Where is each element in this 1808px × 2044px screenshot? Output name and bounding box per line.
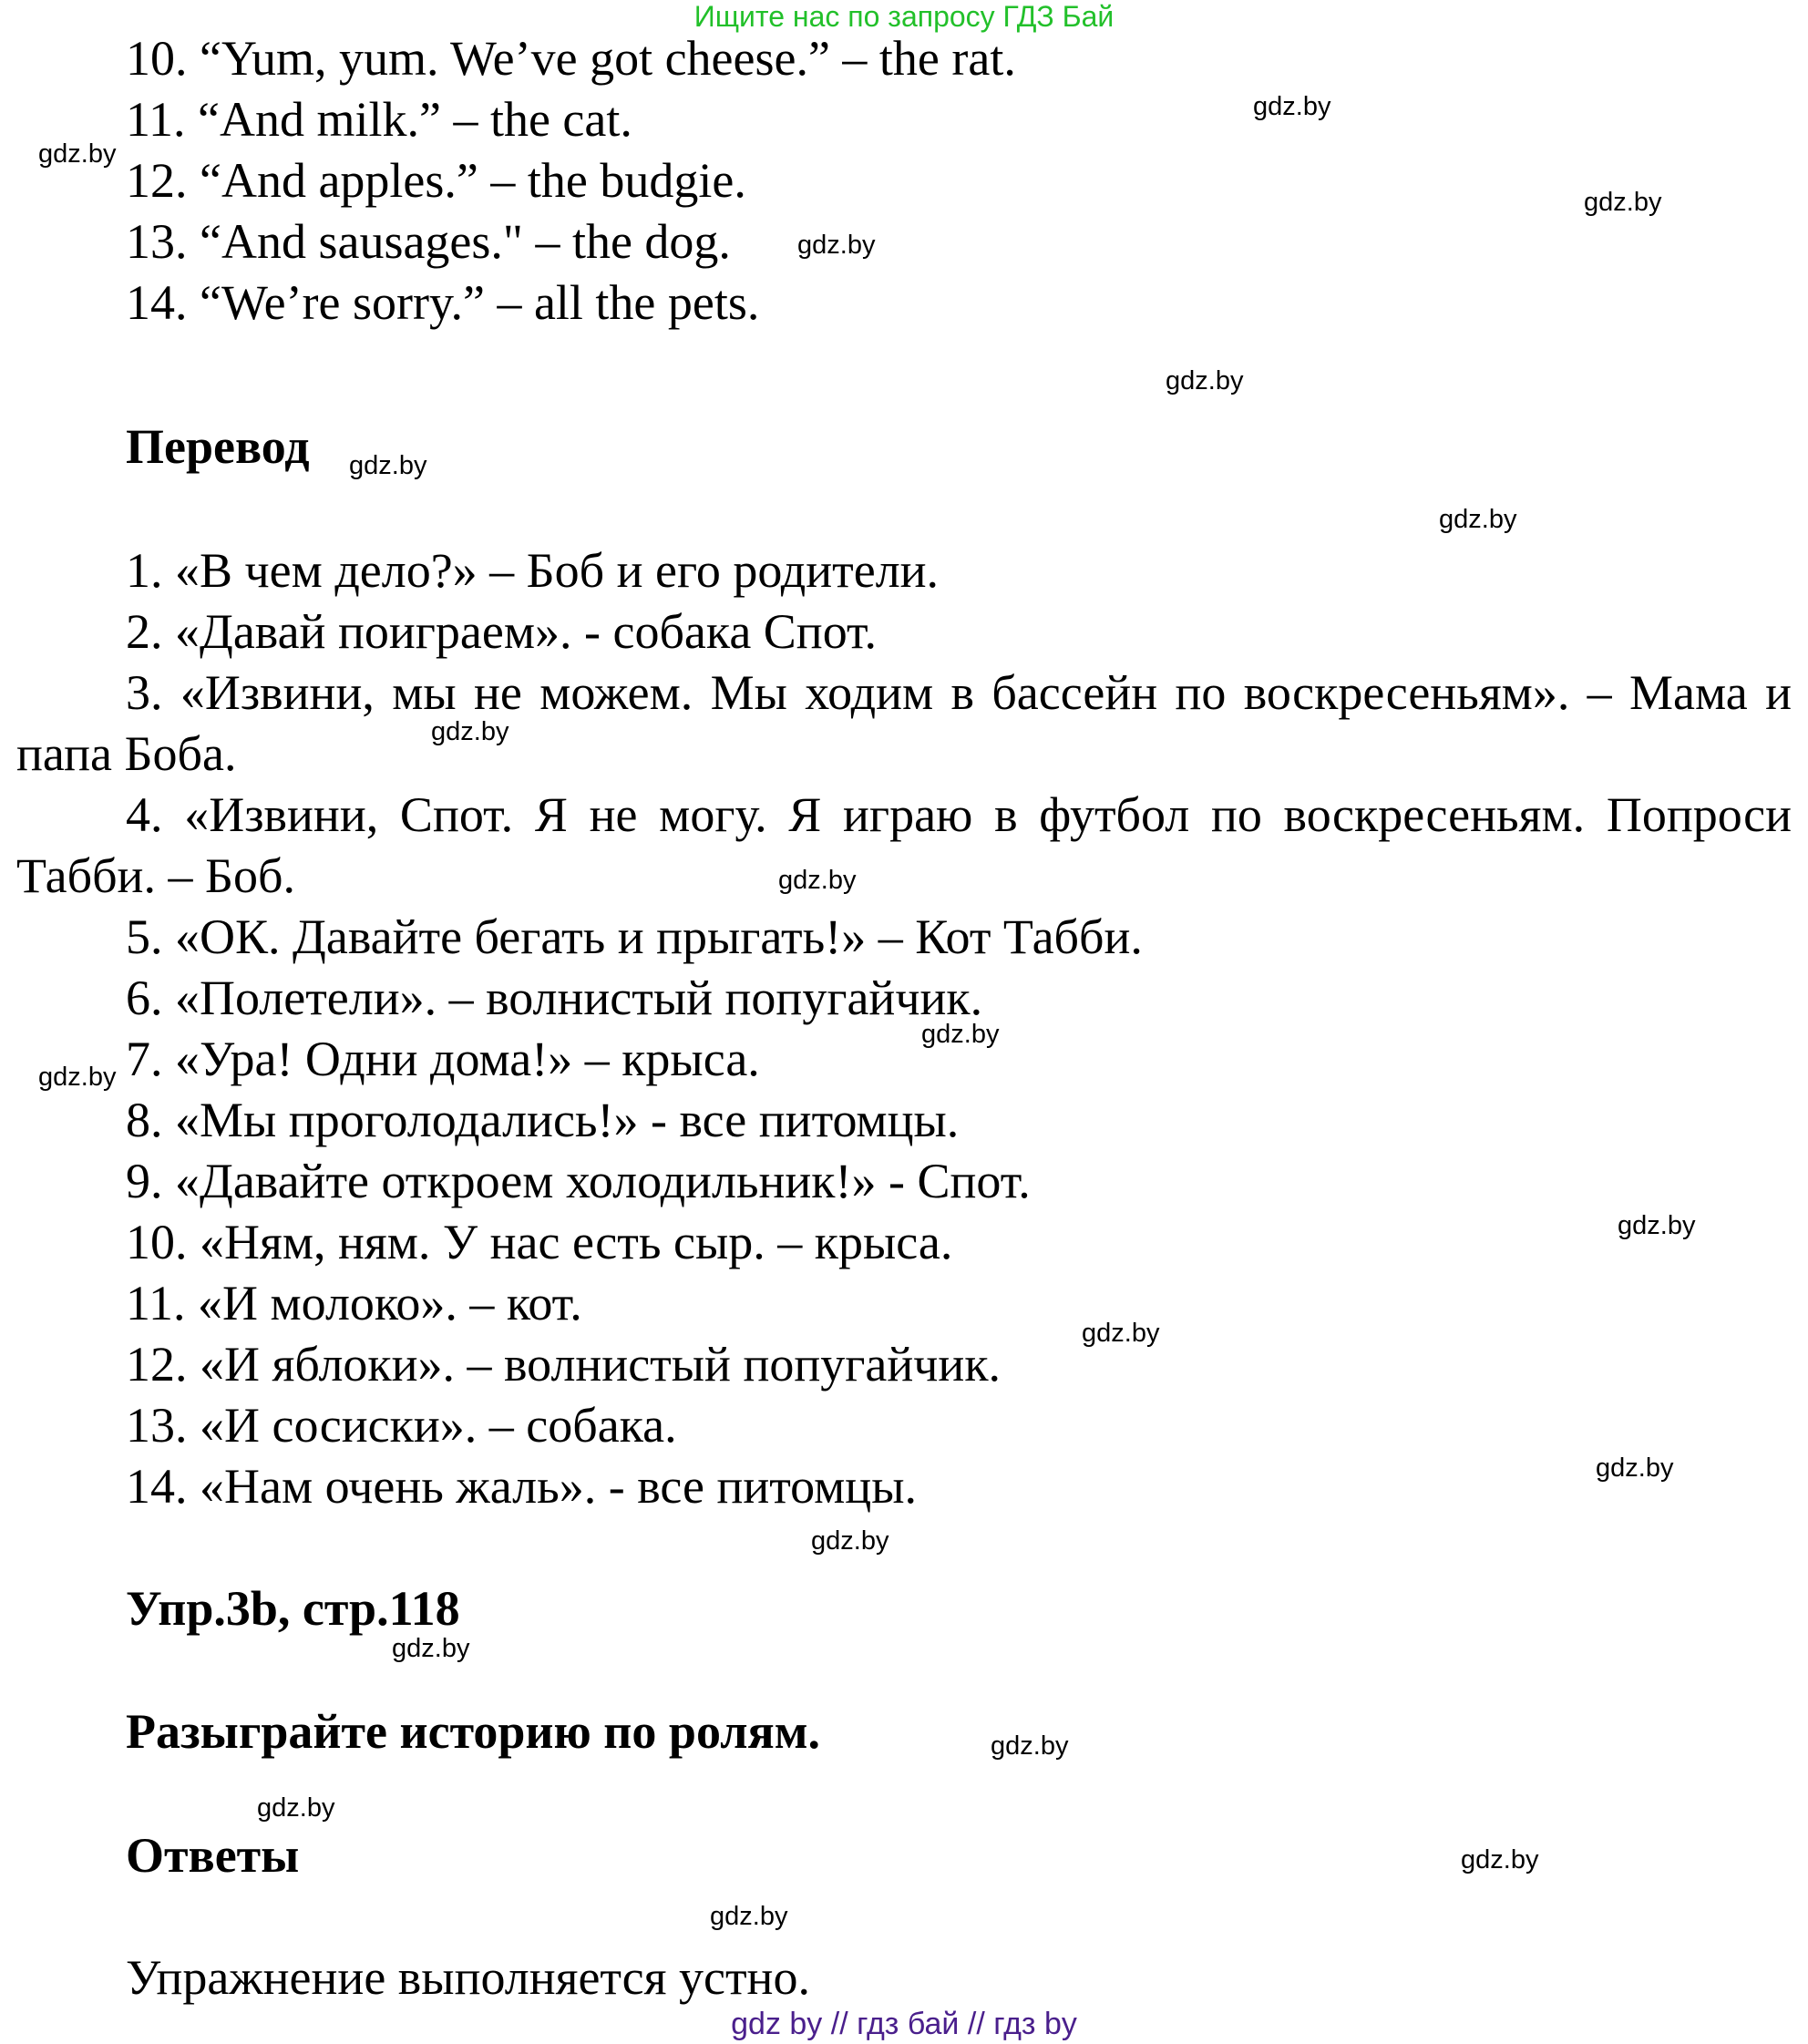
watermark: gdz.by (38, 1063, 117, 1092)
watermark: gdz.by (257, 1793, 335, 1823)
english-line-14: 14. “We’re sorry.” – all the pets. (126, 275, 760, 330)
translation-line-13: 13. «И сосиски». – собака. (126, 1398, 677, 1453)
watermark: gdz.by (710, 1902, 788, 1931)
english-line-12: 12. “And apples.” – the budgie. (126, 153, 746, 208)
watermark: gdz.by (991, 1731, 1069, 1761)
answer-text: Упражнение выполняется устно. (126, 1950, 810, 2005)
footer-links[interactable]: gdz by // гдз бай // гдз by (731, 2007, 1077, 2041)
translation-line-4: 4. «Извини, Спот. Я не могу. Я играю в футбол по воскресеньям. Попроси Табби. – Боб. (16, 787, 1792, 903)
translation-line-6: 6. «Полетели». – волнистый попугайчик. (126, 971, 983, 1025)
translation-line-8: 8. «Мы проголодались!» - все питомцы. (126, 1093, 960, 1147)
watermark: gdz.by (1439, 505, 1517, 534)
watermark: gdz.by (349, 451, 427, 480)
watermark: gdz.by (1166, 366, 1244, 395)
answers-heading: Ответы (126, 1828, 300, 1883)
watermark: gdz.by (921, 1020, 1000, 1049)
watermark: gdz.by (1584, 188, 1662, 217)
translation-line-14: 14. «Нам очень жаль». - все питомцы. (126, 1459, 917, 1514)
watermark: gdz.by (1618, 1211, 1696, 1240)
translation-heading: Перевод (126, 419, 310, 474)
watermark: gdz.by (778, 866, 857, 895)
translation-line-11: 11. «И молоко». – кот. (126, 1276, 582, 1330)
translation-line-2: 2. «Давай поиграем». - собака Спот. (126, 604, 878, 659)
watermark: gdz.by (431, 717, 509, 746)
watermark: gdz.by (38, 139, 117, 169)
translation-line-12: 12. «И яблоки». – волнистый попугайчик. (126, 1337, 1002, 1392)
english-line-11: 11. “And milk.” – the cat. (126, 92, 632, 147)
top-banner-link[interactable]: Ищите нас по запросу ГДЗ Бай (693, 0, 1115, 33)
translation-line-5: 5. «ОК. Давайте бегать и прыгать!» – Кот Табби. (126, 909, 1143, 964)
english-line-13: 13. “And sausages." – the dog. (126, 214, 731, 269)
task-heading: Разыграйте историю по ролям. (126, 1704, 821, 1759)
translation-line-7: 7. «Ура! Одни дома!» – крыса. (126, 1032, 760, 1086)
translation-line-9: 9. «Давайте откроем холодильник!» - Спот. (126, 1154, 1031, 1208)
exercise-heading: Упр.3b, стр.118 (126, 1581, 460, 1636)
translation-line-1: 1. «В чем дело?» – Боб и его родители. (126, 543, 940, 598)
watermark: gdz.by (797, 231, 876, 260)
watermark: gdz.by (392, 1634, 470, 1663)
translation-line-10: 10. «Ням, ням. У нас есть сыр. – крыса. (126, 1215, 953, 1269)
watermark: gdz.by (811, 1526, 889, 1556)
watermark: gdz.by (1253, 92, 1331, 121)
translation-line-3: 3. «Извини, мы не можем. Мы ходим в бассейн по воскресеньям». – Мама и папа Боба. (16, 665, 1792, 781)
watermark: gdz.by (1082, 1319, 1160, 1348)
watermark: gdz.by (1461, 1845, 1539, 1875)
watermark: gdz.by (1596, 1453, 1674, 1483)
english-line-10: 10. “Yum, yum. We’ve got cheese.” – the rat. (126, 31, 1016, 86)
